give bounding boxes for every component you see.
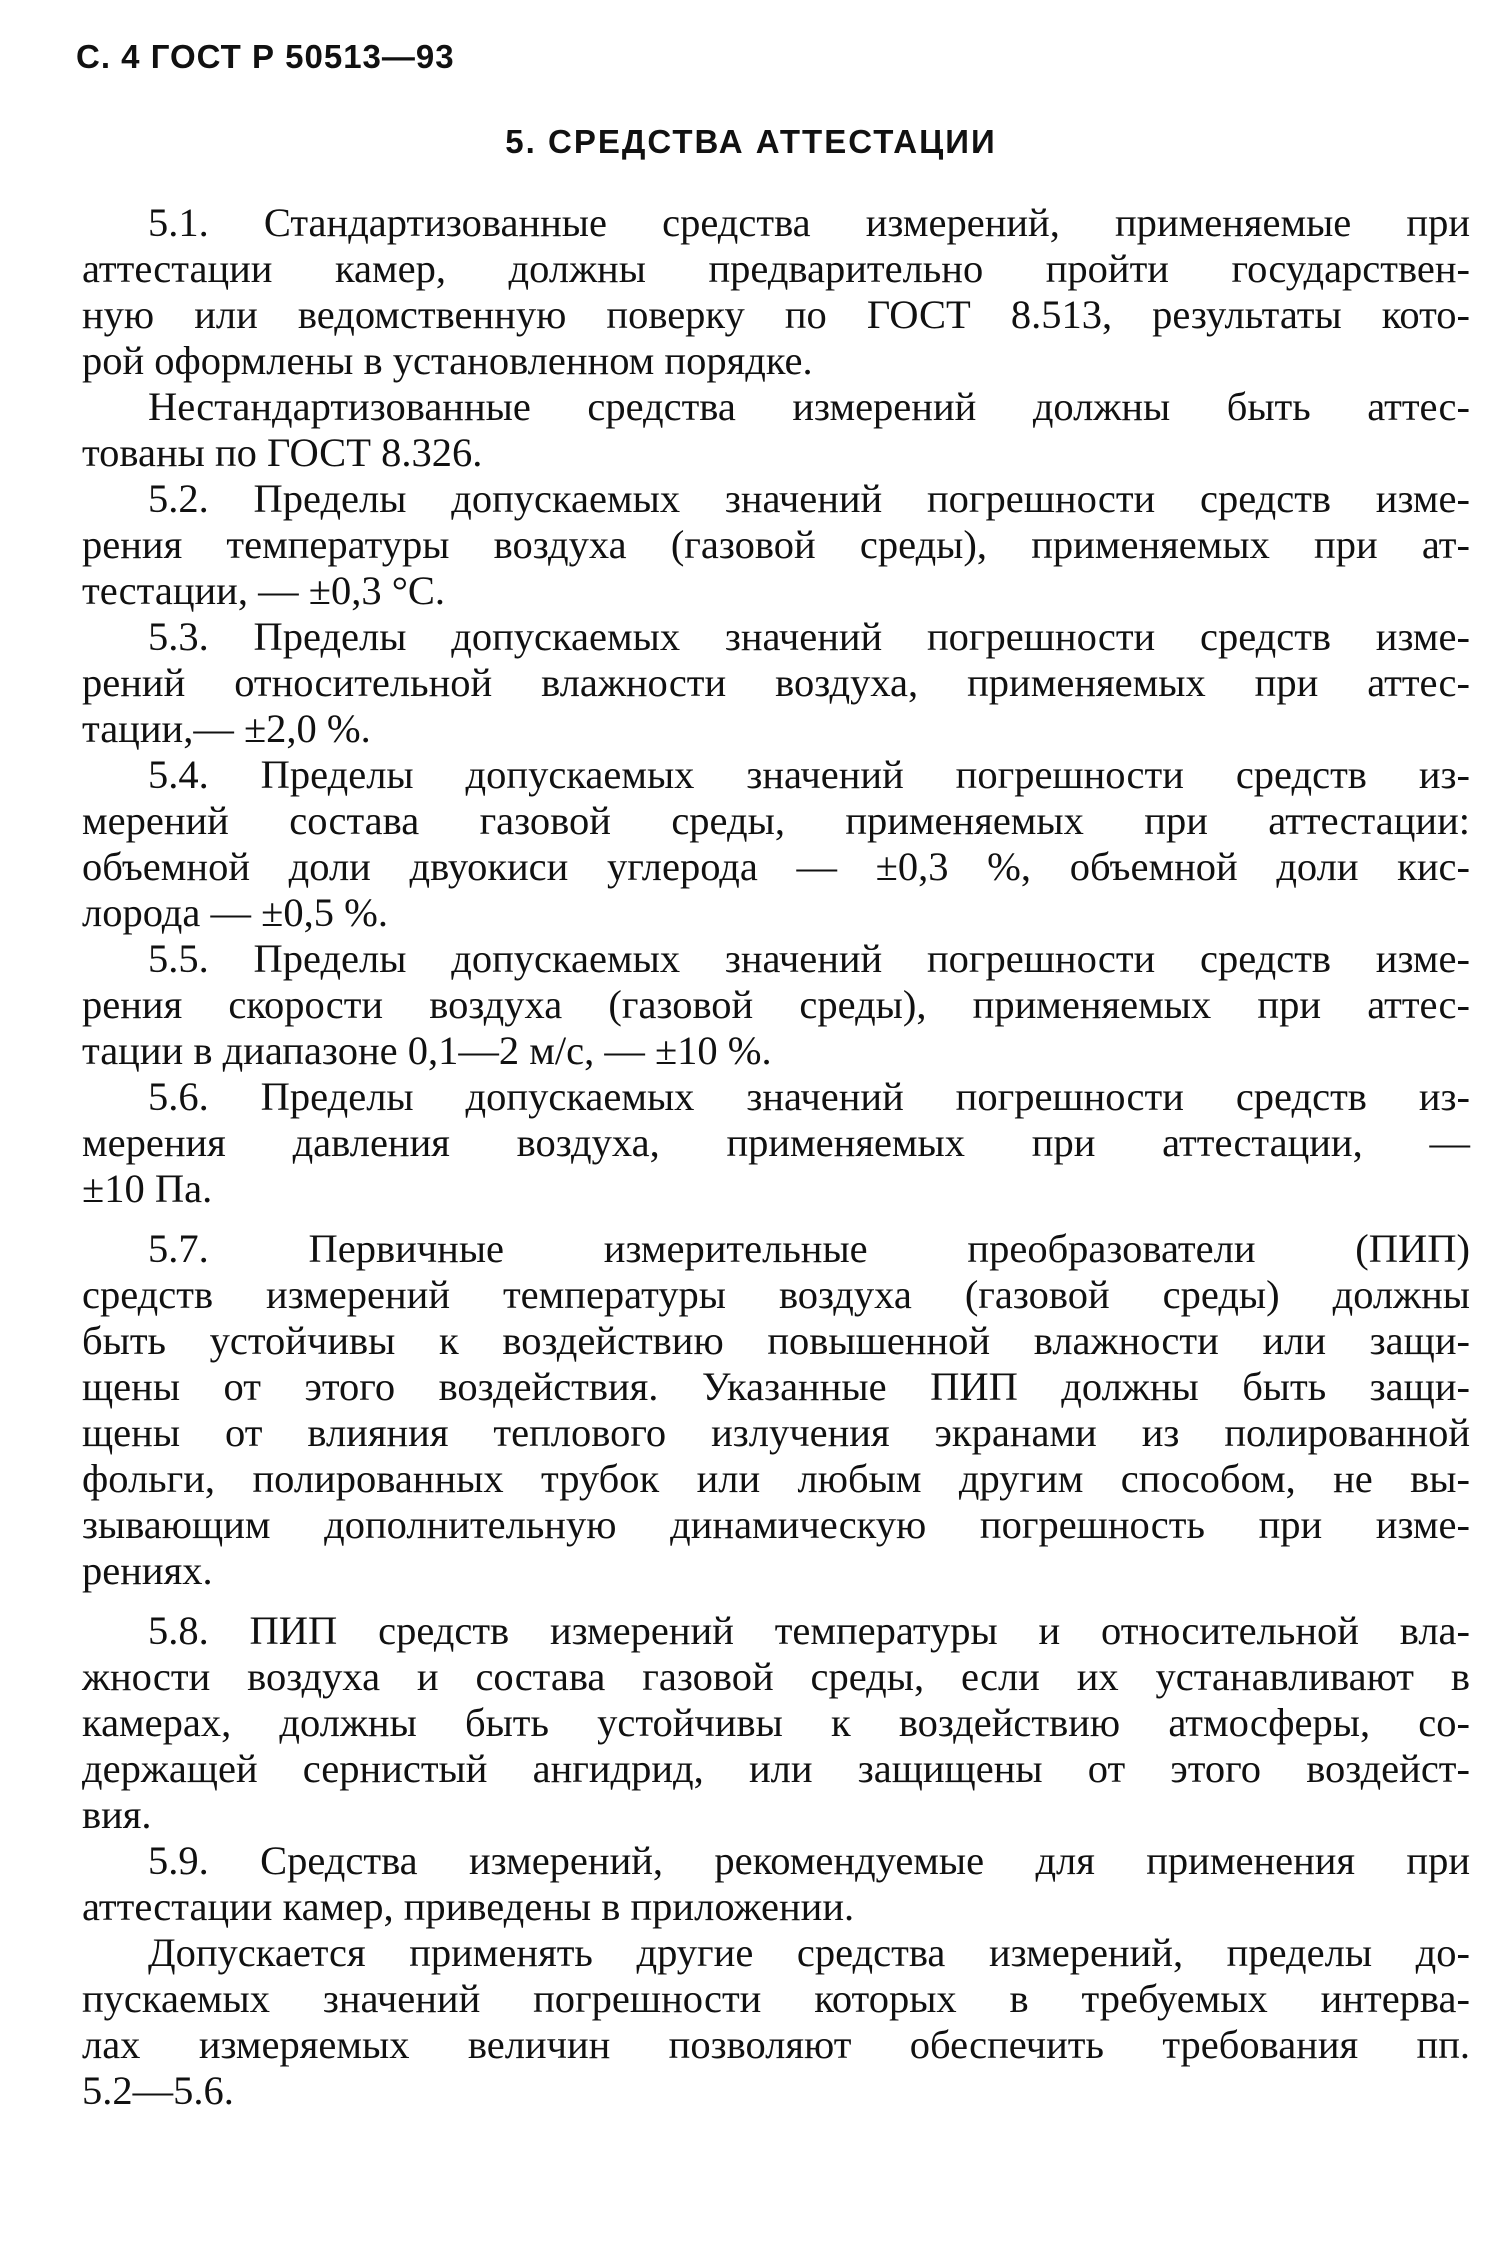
paragraph-5-6	[82, 1074, 1470, 1212]
text-line: щены от влияния теплового излучения экранами из полированной	[82, 1410, 1470, 1455]
text-line: рой оформлены в установленном порядке.	[82, 338, 813, 383]
text-line: объемной доли двуокиси углерода — ±0,3 %, объемной доли кис-	[82, 844, 1470, 889]
text-line: 5.9. Средства измерений, рекомендуемые для применения при	[148, 1838, 1470, 1883]
text-line: 5.2. Пределы допускаемых значений погрешности средств изме-	[148, 476, 1470, 521]
text-line: Нестандартизованные средства измерений должны быть аттес-	[148, 384, 1470, 429]
text-line: быть устойчивы к воздействию повышенной влажности или защи-	[82, 1318, 1470, 1363]
text-line: 5.5. Пределы допускаемых значений погрешности средств изме-	[148, 936, 1470, 981]
text-line: 5.4. Пределы допускаемых значений погрешности средств из-	[148, 752, 1470, 797]
text-line: пускаемых значений погрешности которых в требуемых интерва-	[82, 1976, 1470, 2021]
paragraph-5-5	[82, 936, 1470, 1074]
paragraph-5-9	[82, 1838, 1470, 1930]
text-line: лорода — ±0,5 %.	[82, 890, 388, 935]
paragraph-5-4	[82, 752, 1470, 936]
text-line: щены от этого воздействия. Указанные ПИП должны быть защи-	[82, 1364, 1470, 1409]
section-title: 5. СРЕДСТВА АТТЕСТАЦИИ	[505, 123, 997, 160]
text-line: 5.1. Стандартизованные средства измерений, применяемые при	[148, 200, 1470, 245]
text-line: вия.	[82, 1792, 152, 1837]
text-line: зывающим дополнительную динамическую погрешность при изме-	[82, 1502, 1470, 1547]
text-line: тестации, — ±0,3 °С.	[82, 568, 446, 613]
text-line: ную или ведомственную поверку по ГОСТ 8.513, результаты кото-	[82, 292, 1470, 337]
text-line: аттестации камер, должны предварительно пройти государствен-	[82, 246, 1470, 291]
text-line: 5.3. Пределы допускаемых значений погрешности средств изме-	[148, 614, 1470, 659]
text-line: ±10 Па.	[82, 1166, 213, 1211]
paragraph-5-9-continued	[82, 1930, 1470, 2114]
paragraph-5-3	[82, 614, 1470, 752]
text-line: средств измерений температуры воздуха (газовой среды) должны	[82, 1272, 1470, 1317]
text-line: аттестации камер, приведены в приложении.	[82, 1884, 855, 1929]
paragraph-5-7	[82, 1226, 1470, 1594]
text-line: 5.7. Первичные измерительные преобразователи (ПИП)	[148, 1226, 1470, 1271]
text-line: рениях.	[82, 1548, 213, 1593]
paragraph-5-2	[82, 476, 1470, 614]
paragraph-5-1-continued	[82, 384, 1470, 476]
text-line: 5.2—5.6.	[82, 2068, 234, 2113]
text-line: фольги, полированных трубок или любым другим способом, не вы-	[82, 1456, 1470, 1501]
paragraph-5-8	[82, 1608, 1470, 1838]
text-line: Допускается применять другие средства измерений, пределы до-	[148, 1930, 1470, 1975]
text-line: рений относительной влажности воздуха, применяемых при аттес-	[82, 660, 1470, 705]
text-line: тации,— ±2,0 %.	[82, 706, 371, 751]
body-text	[82, 200, 1470, 2114]
text-line: жности воздуха и состава газовой среды, если их устанавливают в	[82, 1654, 1470, 1699]
text-line: тации в диапазоне 0,1—2 м/с, — ±10 %.	[82, 1028, 772, 1073]
text-line: 5.6. Пределы допускаемых значений погрешности средств из-	[148, 1074, 1470, 1119]
text-line: рения температуры воздуха (газовой среды), применяемых при ат-	[82, 522, 1470, 567]
text-line: рения скорости воздуха (газовой среды), применяемых при аттес-	[82, 982, 1470, 1027]
page-header: С. 4 ГОСТ Р 50513—93	[76, 38, 455, 75]
text-line: тованы по ГОСТ 8.326.	[82, 430, 483, 475]
text-line: 5.8. ПИП средств измерений температуры и относительной вла-	[148, 1608, 1470, 1653]
text-line: камерах, должны быть устойчивы к воздействию атмосферы, со-	[82, 1700, 1470, 1745]
text-line: лах измеряемых величин позволяют обеспечить требования пп.	[82, 2022, 1470, 2067]
paragraph-5-1	[82, 200, 1470, 384]
text-line: мерений состава газовой среды, применяемых при аттестации:	[82, 798, 1470, 843]
text-line: мерения давления воздуха, применяемых при аттестации, —	[82, 1120, 1470, 1165]
text-line: держащей сернистый ангидрид, или защищены от этого воздейст-	[82, 1746, 1470, 1791]
